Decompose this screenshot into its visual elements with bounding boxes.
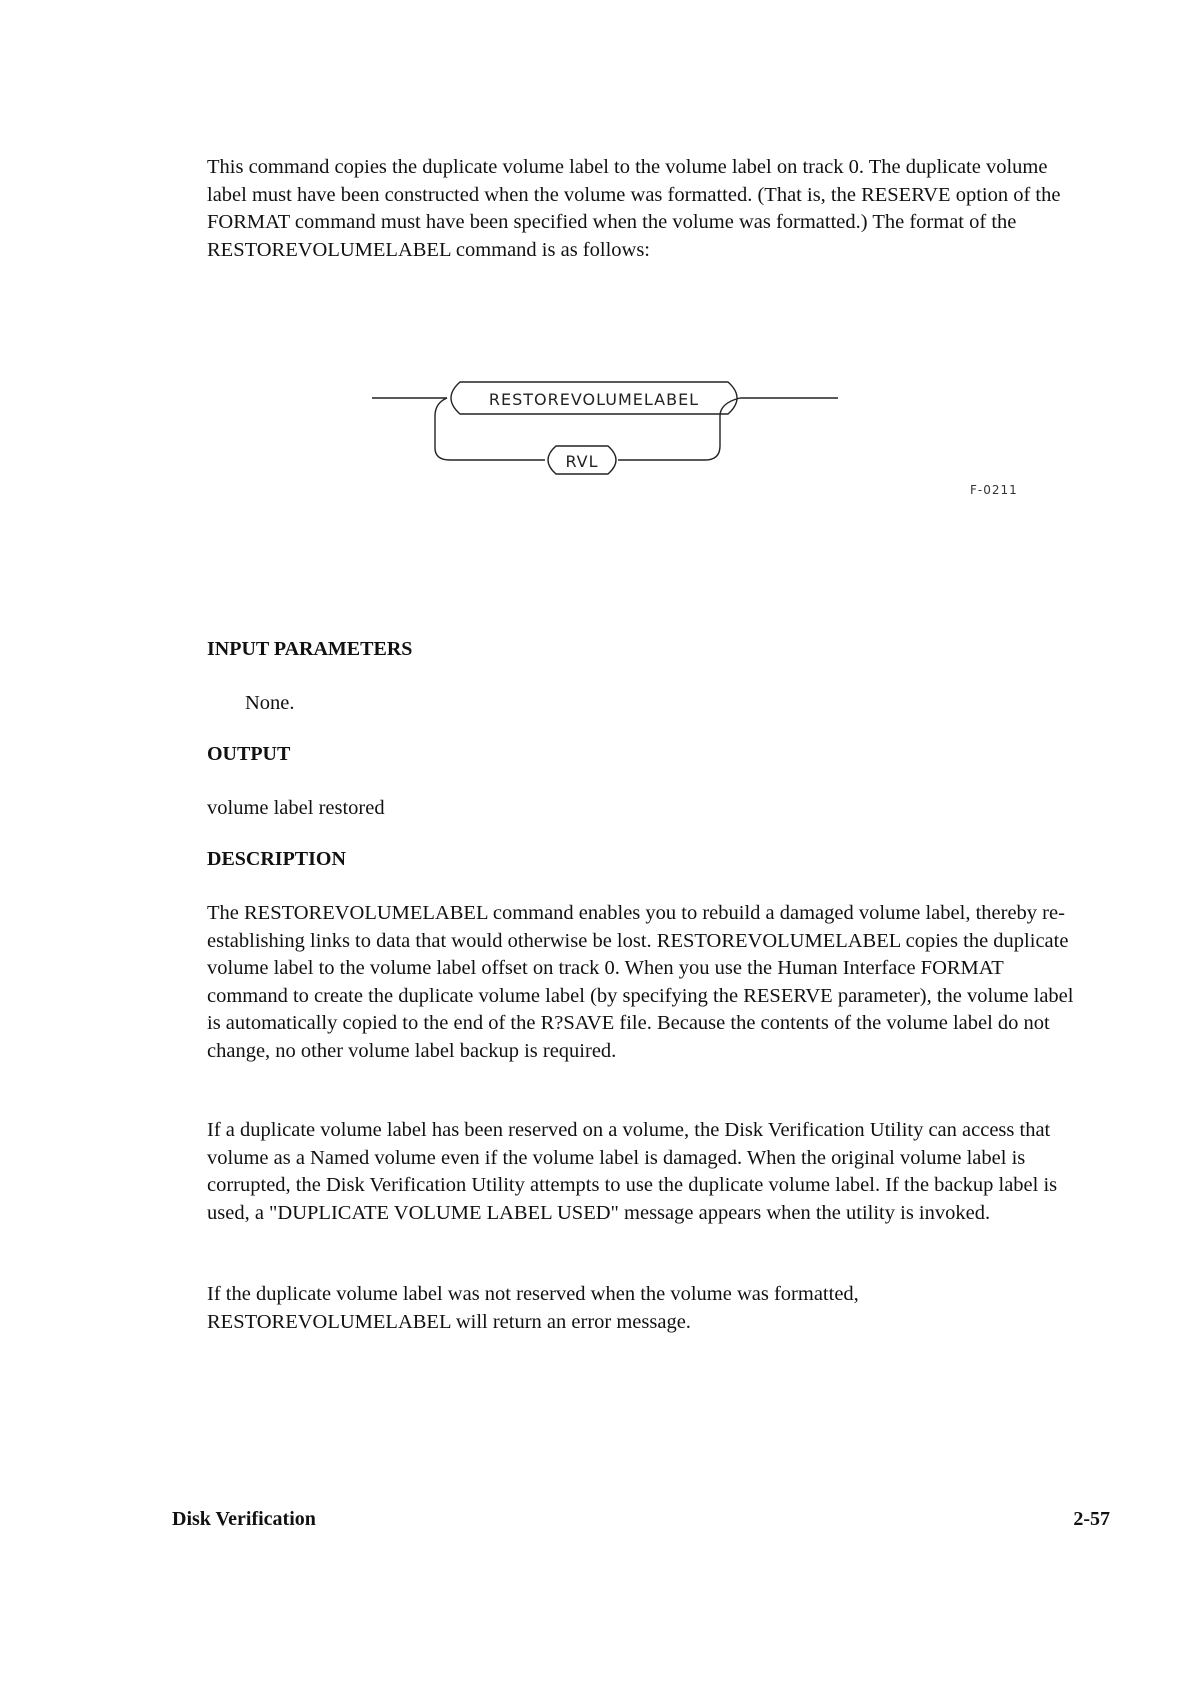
description-heading: DESCRIPTION: [207, 848, 346, 870]
syntax-primary-label: RESTOREVOLUMELABEL: [488, 390, 700, 409]
figure-id: F-0211: [970, 483, 1018, 497]
description-paragraph-2: If a duplicate volume label has been reserved on a volume, the Disk Verification Utility can access that volume as a Named volume even if the volume label is damaged. When the original volume label is corrupted, the Disk Verification Utility attempts to use the duplicate volume label. If the backup label is used, a "DUPLICATE VOLUME LABEL USED" message appears when the utility is invoked.: [207, 1119, 1058, 1224]
input-parameters-body: None.: [245, 692, 295, 714]
footer-page-number: 2-57: [1073, 1508, 1110, 1530]
output-body: volume label restored: [207, 797, 385, 819]
output-heading: OUTPUT: [207, 743, 291, 765]
input-parameters-heading: INPUT PARAMETERS: [207, 638, 413, 660]
description-paragraph-3: If the duplicate volume label was not reserved when the volume was formatted, RESTOREVOLUMELABEL will return an error message.: [207, 1283, 859, 1333]
syntax-diagram: [360, 368, 860, 488]
footer-section-title: Disk Verification: [172, 1508, 316, 1530]
syntax-alternate-label: RVL: [565, 452, 599, 471]
description-paragraph-1: The RESTOREVOLUMELABEL command enables you to rebuild a damaged volume label, thereby re-establishing links to data that would otherwise be lost. RESTOREVOLUMELABEL copies the duplicate volume label to the volume label offset on track 0. When you use the Human Interface FORMAT command to create the duplicate volume label (by specifying the RESERVE parameter), the volume label is automatically copied to the end of the R?SAVE file. Because the contents of the volume label do not change, no other volume label backup is required.: [207, 902, 1074, 1062]
intro-paragraph: This command copies the duplicate volume label to the volume label on track 0. The duplicate volume label must have been constructed when the volume was formatted. (That is, the RESERVE option of the FORMAT command must have been specified when the volume was formatted.) The format of the RESTOREVOLUMELABEL command is as follows:: [207, 156, 1061, 261]
